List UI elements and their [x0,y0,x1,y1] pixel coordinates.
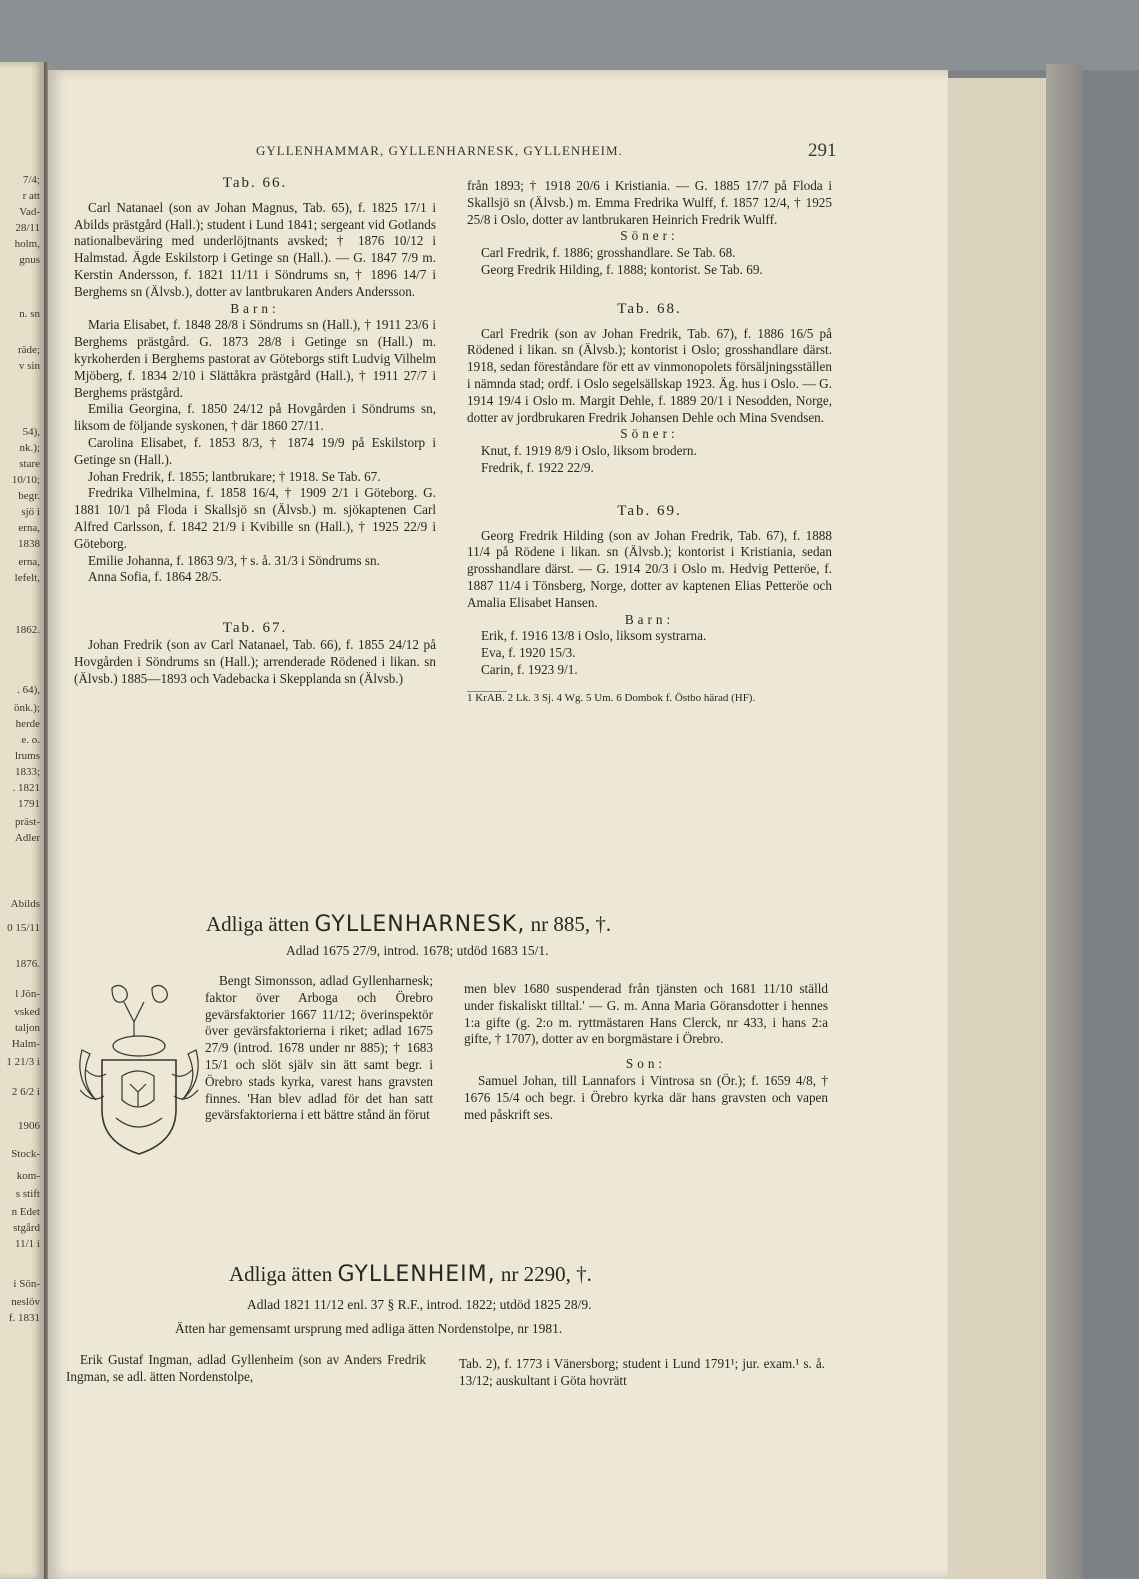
child-entry: Johan Fredrik, f. 1855; lantbrukare; † 1918. Se Tab. 67. [88,468,381,484]
previous-page-fragment: stgård [13,1222,40,1234]
previous-page-fragment: 1862. [15,624,40,636]
previous-page-fragment: . 1821 [12,782,40,794]
previous-page-fragment: Abilds [10,898,40,910]
tab-68-title: Tab. 68. [617,300,682,317]
previous-page-fragment: 10/10; [11,474,40,486]
previous-page-fragment: 1876. [15,958,40,970]
previous-page-fragment: sjö i [21,506,40,518]
previous-page-fragment: Vad- [19,206,40,218]
son-entry: Knut, f. 1919 8/9 i Oslo, liksom brodern. [481,443,697,459]
son-paragraph: Samuel Johan, till Lannafors i Vintrosa sn (Ör.); f. 1659 4/8, † 1676 15/4 och begr. i Örebro kyrka där hans gravsten och vapen med påskrift ses. [464,1072,828,1122]
previous-page-fragment: lrums [14,750,40,762]
tab-67-title: Tab. 67. [222,620,288,637]
gyllenheim-left-paragraph: Erik Gustaf Ingman, adlad Gyllenheim (son av Anders Fredrik Ingman, se adl. ätten Nordenstolpe, [66,1352,426,1384]
previous-page-fragment: r att [22,190,40,202]
gyllenharnesk-left-text [205,973,433,1124]
previous-page-fragment: n. sn [19,308,40,320]
previous-page-fragment: herde [15,718,40,730]
previous-page-fragment: l Jön- [15,988,40,1000]
family-name: GYLLENHARNESK, [314,912,526,937]
previous-page-fragment: 1791 [18,798,40,810]
family-heading-gyllenharnesk [206,912,611,937]
previous-page-fragment: stare [19,458,40,470]
gyllenharnesk-subtitle: Adlad 1675 27/9, introd. 1678; utdöd 1683 15/1. [286,943,549,958]
previous-page-fragment: Adler [14,832,40,844]
child-entry: Fredrika Vilhelmina, f. 1858 16/4, † 1909 2/1 i Göteborg. G. 1881 10/1 på Floda i Skallsjö sn (Älvsb.) m. sjökaptenen Carl Alfred Carlsson, f. 1842 21/9 i Kvibille sn (Hall.), † 1925 22/9 i Göteborg. [74,485,436,551]
previous-page-fragment: 0 15/11 [7,922,40,934]
gyllenheim-note: Ätten har gemensamt ursprung med adliga ätten Nordenstolpe, nr 1981. [175,1321,563,1336]
tab-66-paragraph: Carl Natanael (son av Johan Magnus, Tab. 65), f. 1825 17/1 i Abilds prästgård (Hall.); student i Lund 1841; sergeant vid Gotlands nationalbeväring med underlöjtnants avsked; † 1876 10/12 i Halmstad. Ägde Eskilstorp i Getinge sn (Hall.). — G. 1847 7/9 m. Kerstin Andersson, f. 1821 11/11 i Söndrums sn, † 1896 14/7 i Berghems sn (Älvsb.), dotter av lantbrukaren Anders Andersson. [74,199,436,299]
child-entry: Eva, f. 1920 15/3. [481,645,576,661]
tab-66-body [74,200,436,586]
previous-page-fragment: 2 6/2 i [11,1086,40,1098]
family-heading-gyllenheim [229,1262,592,1287]
soner-label-68: Söner: [620,426,679,442]
son-entry: Carl Fredrik, f. 1886; grosshandlare. Se Tab. 68. [481,245,736,261]
gyllenharnesk-right-text [464,981,828,1123]
left-column [74,175,436,687]
previous-page-fragment: 1838 [18,538,40,550]
previous-page-fragment: önk.); [14,702,40,714]
child-entry: Anna Sofia, f. 1864 28/5. [88,569,222,585]
child-entry: Maria Elisabet, f. 1848 28/8 i Söndrums sn (Hall.), † 1911 23/6 i Berghems prästgård. G. 1873 28/8 i Getinge sn (Hall.) m. kyrkoherden i Berghems pastorat av Göteborgs stift Ludvig Vilhelm Mjöberg, f. 1834 2/10 i Slättåkra prästgård (Hall.), † 1911 27/7 i Berghems prästgård. [74,317,436,400]
gyllenheim-right-paragraph: Tab. 2), f. 1773 i Vänersborg; student i Lund 1791¹; jur. exam.¹ s. å. 13/12; auskultant i Göta hovrätt [459,1356,825,1388]
family-name: GYLLENHEIM, [337,1262,496,1287]
previous-page-fragment: f. 1831 [8,1312,40,1324]
child-entry: Erik, f. 1916 13/8 i Oslo, liksom systrarna. [481,628,707,644]
gyllenharnesk-right-paragraph: men blev 1680 suspenderad från tjänsten och 1681 11/10 ställd under fiskaliskt tilltal.' — G. m. Anna Maria Göransdotter i hennes 1:a gifte (g. 2:o m. ryttmästaren Hans Clerck, nr 433, i hans 2:a gifte, † 1707), dotter av en borgmästare i Örebro. [464,981,828,1047]
book-cover-edge [1046,64,1082,1579]
heading-suffix: nr 885, †. [530,912,612,936]
previous-page-fragment: 1 21/3 i [6,1056,40,1068]
barn-label-69: Barn: [624,611,675,627]
previous-page-fragment: gnus [19,254,40,266]
previous-page-fragment: Stock- [11,1148,40,1160]
right-column [467,178,832,705]
previous-page-fragment: 11/1 i [15,1238,40,1250]
tab-69-title: Tab. 69. [617,502,682,519]
previous-page-fragment: neslöv [11,1296,40,1308]
heading-prefix: Adliga ätten [229,1262,333,1286]
heading-prefix: Adliga ätten [206,912,310,936]
coat-of-arms-image [72,980,206,1160]
previous-page-fragment: lefelt, [14,572,40,584]
previous-page-fragment: erna, [18,522,40,534]
previous-page-fragment: . 64), [17,684,40,696]
gyllenheim-right-text [459,1356,825,1390]
son-entry: Fredrik, f. 1922 22/9. [481,459,594,475]
previous-page-fragment: nk.); [19,442,40,454]
previous-page-fragment: s stift [15,1188,40,1200]
previous-page-fragment: i Sön- [13,1278,40,1290]
previous-page-fragment: holm, [14,238,40,250]
child-entry: Carolina Elisabet, f. 1853 8/3, † 1874 19/9 på Eskilstorp i Getinge sn (Hall.). [74,434,436,467]
soner-label-67: Söner: [620,228,679,244]
previous-page-fragment: 54), [22,426,40,438]
gyllenharnesk-left-paragraph: Bengt Simonsson, adlad Gyllenharnesk; faktor över Arboga och Örebro gevärsfaktorier 1667 11/12; överinspektör över gevärsfaktorierna i riket; adlad 1675 27/9 (introd. 1678 under nr 885); † 1683 15/1 och slöt själv sin ätt samt begr. i Örebro stads kyrka, varest hans gravsten finnes. 'Han blev adlad för det han satt gevärsfaktorierna i ett bättre stånd än förut [205,973,433,1123]
previous-page-fragment: begr. [18,490,40,502]
previous-page-fragment: 7/4; [22,174,40,186]
previous-page-fragment: 1833; [14,766,40,778]
barn-label-66: Barn: [230,300,280,316]
previous-page-fragment: präst- [14,816,40,828]
previous-page-edge [0,62,44,1579]
previous-page-fragment: n Edet [11,1206,40,1218]
tab-66-title: Tab. 66. [222,175,288,191]
running-title: GYLLENHAMMAR, GYLLENHARNESK, GYLLENHEIM. [256,143,623,158]
previous-page-fragment: räde; [18,344,40,356]
tab-67-paragraph: Johan Fredrik (son av Carl Natanael, Tab. 66), f. 1855 24/12 på Hovgården i Söndrums sn (Hall.); arrenderade Rödened i likan. sn (Älvsb.) 1885—1893 och Vadebacka i Skepplanda sn (Älvsb.) [74,636,436,686]
previous-page-fragment: 1906 [18,1120,40,1132]
tab-68-paragraph: Carl Fredrik (son av Johan Fredrik, Tab. 67), f. 1886 16/5 på Rödened i likan. sn (Älvsb.); kontorist i Oslo; grosshandlare därst. 1918, sedan föreståndare för ett av vinmonopolets försäljningsställen i nämnda stad; ordf. i Oslo segelsällskap 1923. Äg. hus i Oslo. — G. 1914 19/4 i Oslo m. Margit Dehle, f. 1889 20/1 i Nesodden, Norge, dotter av jordbrukaren Fredrik Johansen Dehle och Mina Svendsen. [467,325,832,425]
scanner-background [0,0,1139,70]
previous-page-fragment: v sin [18,360,40,372]
child-entry: Emilie Johanna, f. 1863 9/3, † s. å. 31/3 i Söndrums sn. [88,552,380,568]
tab-67-continuation: från 1893; † 1918 20/6 i Kristiania. — G. 1885 17/7 på Floda i Skallsjö sn (Älvsb.) m. Emma Fredrika Wulff, f. 1857 12/4, † 1925 25/8 i Oslo, dotter av lantbrukaren Heinrich Fredrik Wulff. [467,178,832,227]
gyllenheim-left-text [66,1352,426,1386]
previous-page-fragment: 28/11 [15,222,40,234]
page-number: 291 [808,140,837,161]
previous-page-fragment: kom- [16,1170,40,1182]
tab-69-paragraph: Georg Fredrik Hilding (son av Johan Fredrik, Tab. 67), f. 1888 11/4 på Rödene i likan. sn (Älvsb.); kontorist i Kristiania, sedan grosshandlare därst. — G. 1914 20/3 i Oslo m. Hedvig Petteröe, f. 1887 11/4 i Tönsberg, Norge, dotter av kaptenen Elias Petteröe och Amalia Elisabet Hansen. [467,527,832,610]
previous-page-fragment: erna, [18,556,40,568]
gyllenheim-subtitle: Adlad 1821 11/12 enl. 37 § R.F., introd. 1822; utdöd 1825 28/9. [247,1297,592,1312]
previous-page-fragment: Halm- [11,1038,40,1050]
previous-page-fragment: vsked [14,1006,40,1018]
child-entry: Emilia Georgina, f. 1850 24/12 på Hovgården i Söndrums sn, liksom de följande syskonen, † där 1860 27/11. [74,401,436,434]
previous-page-fragment: e. o. [21,734,40,746]
heading-suffix: nr 2290, †. [500,1262,592,1286]
footnote: 1 KrAB. 2 Lk. 3 Sj. 4 Wg. 5 Um. 6 Dombok f. Östbo härad (HF). [467,691,756,704]
previous-page-fragment: taljon [14,1022,40,1034]
son-label: Son: [625,1056,667,1072]
son-entry: Georg Fredrik Hilding, f. 1888; kontorist. Se Tab. 69. [481,261,763,277]
child-entry: Carin, f. 1923 9/1. [481,661,578,677]
page-stack-edges [944,78,1046,1579]
